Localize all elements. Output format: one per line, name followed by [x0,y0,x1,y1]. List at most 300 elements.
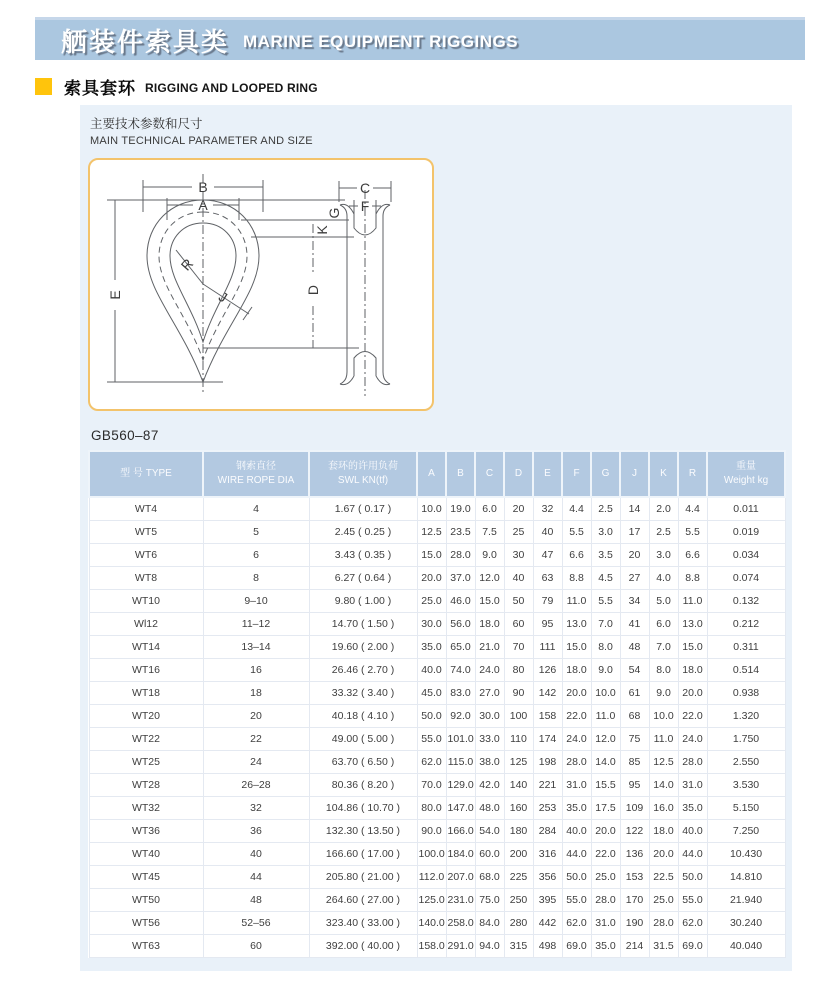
table-cell: 28.0 [649,911,678,934]
table-cell: 45.0 [417,681,446,704]
table-row [89,888,785,911]
column-header: D [504,451,533,497]
table-cell: 44 [203,865,309,888]
table-cell: 70.0 [417,773,446,796]
table-cell: 20 [203,704,309,727]
table-cell: 284 [533,819,562,842]
table-cell: 198 [533,750,562,773]
table-cell: 3.5 [591,543,620,566]
table-cell: 21.0 [475,635,504,658]
table-row [89,773,785,796]
table-cell: 60 [504,612,533,635]
table-cell: 5.0 [649,589,678,612]
table-cell: 125 [504,750,533,773]
table-cell: 15.0 [562,635,591,658]
table-cell: 395 [533,888,562,911]
column-header: R [678,451,707,497]
table-cell: 9.0 [591,658,620,681]
table-row [89,819,785,842]
table-cell: 48.0 [475,796,504,819]
table-cell: 20.0 [562,681,591,704]
table-cell: 10.0 [417,497,446,520]
table-cell: 26.46 ( 2.70 ) [309,658,417,681]
dim-label-D: D [305,284,321,296]
table-cell: 95 [620,773,649,796]
dim-label-J: J [215,288,231,306]
table-cell: 9.0 [649,681,678,704]
table-cell: 60 [203,934,309,957]
table-row [89,497,785,520]
table-cell: 27 [620,566,649,589]
section-title-en: RIGGING AND LOOPED RING [145,81,318,95]
table-cell: WT50 [89,888,203,911]
table-cell: 28.0 [678,750,707,773]
table-cell: 48 [203,888,309,911]
table-cell: 40.040 [707,934,785,957]
table-cell: 38.0 [475,750,504,773]
table-cell: 85 [620,750,649,773]
section-header [35,74,318,99]
table-cell: 30.0 [417,612,446,635]
table-cell: 30 [504,543,533,566]
table-cell: 32 [533,497,562,520]
table-row [89,589,785,612]
table-cell: 36 [203,819,309,842]
table-cell: 17.5 [591,796,620,819]
subtitle-en: MAIN TECHNICAL PARAMETER AND SIZE [90,135,313,147]
table-cell: 200 [504,842,533,865]
table-cell: 80 [504,658,533,681]
table-cell: 5.5 [562,520,591,543]
table-cell: 40.0 [562,819,591,842]
table-cell: 4.0 [649,566,678,589]
table-cell: 50.0 [562,865,591,888]
table-cell: 0.514 [707,658,785,681]
table-cell: 6.6 [678,543,707,566]
column-header: 型 号 TYPE [89,451,203,497]
table-cell: 80.36 ( 8.20 ) [309,773,417,796]
table-cell: 15.0 [475,589,504,612]
standard-number: GB560–87 [91,428,159,443]
table-cell: 264.60 ( 27.00 ) [309,888,417,911]
table-cell: 75.0 [475,888,504,911]
table-cell: 90 [504,681,533,704]
table-cell: 15.0 [417,543,446,566]
table-cell: 11–12 [203,612,309,635]
table-cell: 31.0 [591,911,620,934]
table-cell: 153 [620,865,649,888]
table-cell: 25 [504,520,533,543]
table-cell: 9.0 [475,543,504,566]
table-cell: 0.074 [707,566,785,589]
table-cell: 33.0 [475,727,504,750]
table-cell: 6.0 [649,612,678,635]
table-cell: 14.0 [649,773,678,796]
table-cell: 221 [533,773,562,796]
table-cell: 1.320 [707,704,785,727]
table-cell: 4.4 [562,497,591,520]
table-cell: WT18 [89,681,203,704]
table-row [89,842,785,865]
table-cell: 166.0 [446,819,475,842]
table-cell: 40 [203,842,309,865]
table-cell: 142 [533,681,562,704]
table-cell: 17 [620,520,649,543]
table-cell: 11.0 [562,589,591,612]
table-cell: 56.0 [446,612,475,635]
column-header: C [475,451,504,497]
table-cell: 101.0 [446,727,475,750]
table-cell: 31.0 [678,773,707,796]
table-cell: 3.0 [649,543,678,566]
table-cell: 0.212 [707,612,785,635]
table-cell: 3.530 [707,773,785,796]
table-cell: 75 [620,727,649,750]
table-cell: 225 [504,865,533,888]
table-cell: 95 [533,612,562,635]
table-row [89,796,785,819]
table-cell: 5 [203,520,309,543]
table-cell: 13.0 [678,612,707,635]
table-cell: 63.70 ( 6.50 ) [309,750,417,773]
table-cell: 140 [504,773,533,796]
table-cell: 50.0 [678,865,707,888]
table-cell: 18.0 [678,658,707,681]
table-cell: 180 [504,819,533,842]
table-cell: 25.0 [591,865,620,888]
column-header: K [649,451,678,497]
table-cell: 74.0 [446,658,475,681]
table-cell: 6.0 [475,497,504,520]
table-cell: 22.0 [678,704,707,727]
table-cell: 69.0 [678,934,707,957]
table-cell: 54 [620,658,649,681]
table-cell: 10.430 [707,842,785,865]
table-cell: 6.27 ( 0.64 ) [309,566,417,589]
table-cell: 12.0 [475,566,504,589]
table-cell: 166.60 ( 17.00 ) [309,842,417,865]
table-cell: 20.0 [591,819,620,842]
table-cell: 1.750 [707,727,785,750]
table-cell: WT10 [89,589,203,612]
table-cell: 63 [533,566,562,589]
table-cell: 104.86 ( 10.70 ) [309,796,417,819]
table-cell: 31.5 [649,934,678,957]
table-cell: WT40 [89,842,203,865]
dim-label-R: R [177,255,197,274]
table-cell: 22 [203,727,309,750]
table-cell: 7.0 [649,635,678,658]
column-header: G [591,451,620,497]
table-cell: 13–14 [203,635,309,658]
table-row [89,520,785,543]
table-cell: 27.0 [475,681,504,704]
table-cell: WT36 [89,819,203,842]
table-cell: 231.0 [446,888,475,911]
table-cell: 214 [620,934,649,957]
table-cell: 112.0 [417,865,446,888]
table-cell: 8.8 [678,566,707,589]
table-cell: 55.0 [562,888,591,911]
table-cell: 22.5 [649,865,678,888]
table-cell: 18.0 [475,612,504,635]
table-cell: 54.0 [475,819,504,842]
table-row [89,566,785,589]
table-cell: WT56 [89,911,203,934]
table-cell: 126 [533,658,562,681]
table-cell: 46.0 [446,589,475,612]
table-cell: 24.0 [678,727,707,750]
table-cell: 315 [504,934,533,957]
table-cell: 34 [620,589,649,612]
table-cell: 62.0 [562,911,591,934]
table-cell: 3.43 ( 0.35 ) [309,543,417,566]
table-cell: 8 [203,566,309,589]
table-row [89,543,785,566]
table-cell: 24.0 [562,727,591,750]
table-cell: 20 [504,497,533,520]
table-cell: 0.011 [707,497,785,520]
table-cell: 136 [620,842,649,865]
table-cell: 8.8 [562,566,591,589]
table-cell: 21.940 [707,888,785,911]
table-header [89,451,785,497]
dim-label-F: F [360,198,370,214]
table-cell: 7.5 [475,520,504,543]
table-cell: 20 [620,543,649,566]
table-cell: 18.0 [649,819,678,842]
table-cell: 40.0 [678,819,707,842]
table-cell: 14.0 [591,750,620,773]
table-cell: 207.0 [446,865,475,888]
table-cell: 316 [533,842,562,865]
table-cell: 6 [203,543,309,566]
column-header: E [533,451,562,497]
table-cell: 40 [533,520,562,543]
column-header: A [417,451,446,497]
technical-drawing-box [88,158,434,411]
table-cell: 48 [620,635,649,658]
table-cell: 31.0 [562,773,591,796]
table-cell: 90.0 [417,819,446,842]
table-cell: 20.0 [417,566,446,589]
table-cell: 0.938 [707,681,785,704]
table-cell: 35.0 [591,934,620,957]
banner-title-zh: 舾装件索具类 [61,26,230,57]
table-row [89,704,785,727]
table-cell: 253 [533,796,562,819]
table-cell: 2.0 [649,497,678,520]
dim-label-A: A [198,197,208,213]
table-cell: 80.0 [417,796,446,819]
table-cell: 40 [504,566,533,589]
table-row [89,750,785,773]
dim-label-C: C [359,180,371,196]
table-cell: 30.240 [707,911,785,934]
table-cell: 2.550 [707,750,785,773]
dim-label-K: K [314,225,330,235]
table-cell: 4.4 [678,497,707,520]
table-cell: 100 [504,704,533,727]
table-cell: 12.5 [649,750,678,773]
table-row [89,658,785,681]
table-cell: 129.0 [446,773,475,796]
table-cell: 8.0 [591,635,620,658]
table-cell: 0.132 [707,589,785,612]
table-row [89,911,785,934]
table-cell: 35.0 [678,796,707,819]
table-cell: 170 [620,888,649,911]
table-cell: 2.45 ( 0.25 ) [309,520,417,543]
table-cell: 323.40 ( 33.00 ) [309,911,417,934]
table-cell: 40.0 [417,658,446,681]
column-header: F [562,451,591,497]
table-row [89,727,785,750]
column-header: 套环的许用负荷 SWL KN(tf) [309,451,417,497]
table-cell: 50.0 [417,704,446,727]
table-cell: 19.0 [446,497,475,520]
table-cell: 52–56 [203,911,309,934]
table-cell: 28.0 [446,543,475,566]
table-cell: 24 [203,750,309,773]
table-cell: 0.019 [707,520,785,543]
table-cell: 111 [533,635,562,658]
table-cell: 9–10 [203,589,309,612]
table-cell: 291.0 [446,934,475,957]
table-row [89,612,785,635]
dim-label-B: B [198,179,208,195]
table-cell: 19.60 ( 2.00 ) [309,635,417,658]
table-cell: 28.0 [562,750,591,773]
table-cell: 26–28 [203,773,309,796]
table-cell: 35.0 [562,796,591,819]
table-cell: 125.0 [417,888,446,911]
table-cell: 49.00 ( 5.00 ) [309,727,417,750]
table-cell: 84.0 [475,911,504,934]
table-cell: 16 [203,658,309,681]
table-body [89,497,785,957]
table-cell: 92.0 [446,704,475,727]
table-cell: 61 [620,681,649,704]
table-cell: 3.0 [591,520,620,543]
table-cell: 5.150 [707,796,785,819]
table-cell: 44.0 [562,842,591,865]
table-cell: WT14 [89,635,203,658]
table-row [89,681,785,704]
table-cell: 498 [533,934,562,957]
table-cell: 110 [504,727,533,750]
table-cell: 69.0 [562,934,591,957]
table-cell: 8.0 [649,658,678,681]
table-cell: 37.0 [446,566,475,589]
table-cell: WT5 [89,520,203,543]
table-cell: 184.0 [446,842,475,865]
table-cell: 40.18 ( 4.10 ) [309,704,417,727]
table-cell: Wl12 [89,612,203,635]
table-cell: 158.0 [417,934,446,957]
table-cell: 4.5 [591,566,620,589]
table-cell: 83.0 [446,681,475,704]
table-cell: WT45 [89,865,203,888]
table-cell: 250 [504,888,533,911]
table-cell: 1.67 ( 0.17 ) [309,497,417,520]
page-banner [35,17,805,60]
column-header: 钢索直径 WIRE ROPE DIA [203,451,309,497]
table-row [89,635,785,658]
table-cell: WT20 [89,704,203,727]
table-cell: 11.0 [678,589,707,612]
table-cell: 55.0 [678,888,707,911]
specification-table [88,450,786,958]
table-cell: 10.0 [591,681,620,704]
table-cell: 147.0 [446,796,475,819]
content-panel [80,105,792,971]
table-cell: 4 [203,497,309,520]
table-cell: 122 [620,819,649,842]
table-cell: 109 [620,796,649,819]
table-cell: WT63 [89,934,203,957]
table-cell: 14.810 [707,865,785,888]
table-cell: 50 [504,589,533,612]
table-cell: 23.5 [446,520,475,543]
table-cell: 30.0 [475,704,504,727]
table-cell: 25.0 [649,888,678,911]
table-cell: WT22 [89,727,203,750]
table-cell: 62.0 [678,911,707,934]
table-cell: 392.00 ( 40.00 ) [309,934,417,957]
table-cell: WT32 [89,796,203,819]
table-cell: 10.0 [649,704,678,727]
dim-label-E: E [107,290,123,300]
table-cell: 5.5 [678,520,707,543]
table-cell: 280 [504,911,533,934]
table-cell: 41 [620,612,649,635]
section-title-zh: 索具套环 [64,79,136,98]
table-cell: 12.0 [591,727,620,750]
table-cell: 9.80 ( 1.00 ) [309,589,417,612]
table-cell: 18.0 [562,658,591,681]
table-cell: 68 [620,704,649,727]
table-row [89,934,785,957]
table-cell: 0.311 [707,635,785,658]
table-cell: 100.0 [417,842,446,865]
dim-label-G: G [326,207,342,219]
table-cell: 132.30 ( 13.50 ) [309,819,417,842]
table-cell: 11.0 [591,704,620,727]
table-cell: 44.0 [678,842,707,865]
thimble-diagram [91,162,431,407]
table-cell: 68.0 [475,865,504,888]
table-cell: 174 [533,727,562,750]
table-cell: WT4 [89,497,203,520]
table-cell: 442 [533,911,562,934]
table-cell: 14.70 ( 1.50 ) [309,612,417,635]
subtitle-zh: 主要技术参数和尺寸 [90,117,203,131]
table-cell: WT28 [89,773,203,796]
table-row [89,865,785,888]
table-cell: WT6 [89,543,203,566]
table-cell: 115.0 [446,750,475,773]
table-cell: 70 [504,635,533,658]
table-cell: 15.0 [678,635,707,658]
table-cell: 13.0 [562,612,591,635]
table-cell: 15.5 [591,773,620,796]
table-cell: 2.5 [591,497,620,520]
table-cell: 24.0 [475,658,504,681]
table-cell: 79 [533,589,562,612]
table-cell: 20.0 [649,842,678,865]
table-cell: 33.32 ( 3.40 ) [309,681,417,704]
